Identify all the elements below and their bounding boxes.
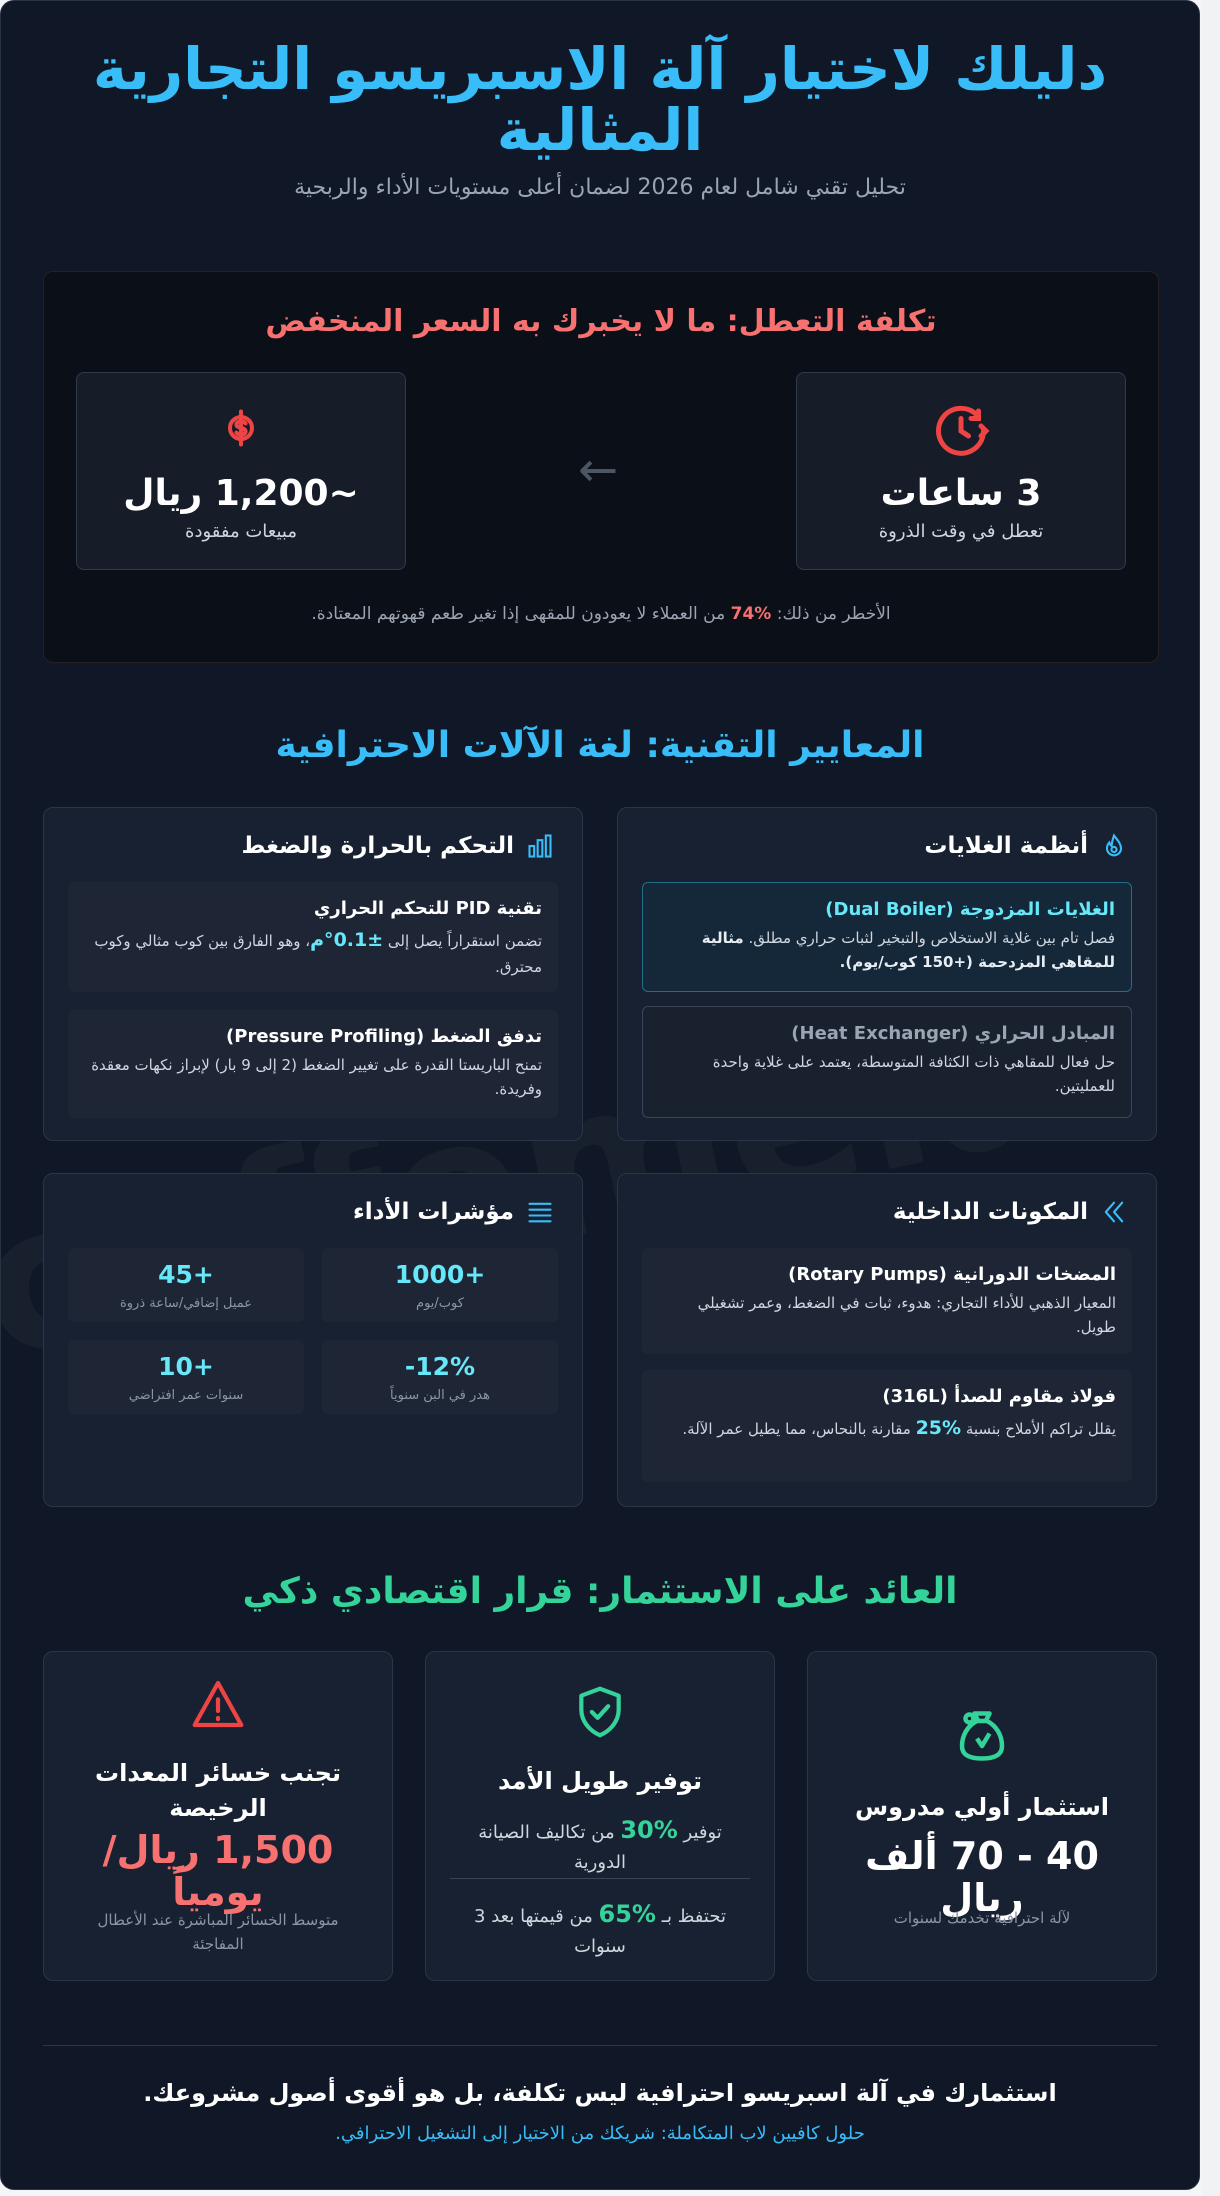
- pid-text-b: ، وهو الفارق بين كوب مثالي وكوب محترق.: [94, 932, 542, 977]
- steel-value: 25%: [915, 1417, 962, 1439]
- downtime-loss-card: [76, 372, 406, 570]
- steel-text-a: يقلل تراكم الأملاح بنسبة: [961, 1420, 1116, 1438]
- pressure-text: تمنح الباريستا القدرة على تغيير الضغط (2 إلى 9 بار) لإبراز نكهات معقدة وفريدة.: [91, 1056, 542, 1098]
- footer-main-text: استثمارك في آلة اسبريسو احترافية ليس تكلفة، بل هو أقوى أصول مشروعك.: [143, 2079, 1057, 2107]
- page-edge: [1202, 0, 1220, 2196]
- boilers-card-head: [924, 832, 1128, 860]
- metric-cups-value: 1000+: [394, 1260, 486, 1289]
- heat-exchanger-title: المبادل الحراري (Heat Exchanger): [791, 1023, 1115, 1044]
- roi-losses-value: 1,500 ريال/يومياً: [102, 1828, 334, 1914]
- roi-savings-line2-a: تحتفظ بـ: [655, 1906, 726, 1927]
- downtime-section: [43, 271, 1159, 663]
- metric-cups-label: كوب/يوم: [416, 1296, 464, 1311]
- heat-exchanger-text: حل فعال للمقاهي ذات الكثافة المتوسطة، يعتمد على غلاية واحدة للعمليتين.: [712, 1053, 1115, 1095]
- downtime-hours-card: [796, 372, 1126, 570]
- page-title: دليلك لاختيار آلة الاسبريسو التجارية المثالية: [92, 35, 1108, 164]
- list-lines-icon: [526, 1198, 554, 1226]
- dual-boiler-title: الغلايات المزدوجة (Dual Boiler): [825, 899, 1115, 920]
- downtime-note-suffix: من العملاء لا يعودون للمقهى إذا تغير طعم قهوتهم المعتادة.: [311, 604, 731, 624]
- downtime-hours-label: تعطل في وقت الذروة: [878, 521, 1044, 542]
- pid-text-a: تضمن استقراراً يصل إلى: [383, 932, 542, 950]
- components-card: [617, 1173, 1157, 1507]
- money-bag-icon: [808, 1704, 1156, 1768]
- downtime-loss-value: ~1,200 ريال: [123, 473, 359, 514]
- roi-invest-title: استثمار أولي مدروس: [854, 1793, 1110, 1821]
- roi-savings-title: توفير طويل الأمد: [497, 1767, 703, 1795]
- control-card-title: التحكم بالحرارة والضغط: [241, 833, 514, 859]
- dual-boiler-text: [659, 926, 1115, 974]
- roi-section-title: العائد على الاستثمار: قرار اقتصادي ذكي: [242, 1571, 958, 1612]
- metric-waste-label: هدر في البن سنوياً: [390, 1388, 490, 1403]
- downtime-title: تكلفة التعطل: ما لا يخبرك به السعر المنخفض: [265, 304, 937, 339]
- roi-savings-line1-b: من تكاليف الصيانة الدورية: [478, 1822, 626, 1874]
- components-card-title: المكونات الداخلية: [892, 1199, 1088, 1225]
- roi-invest-value: 40 - 70 ألف ريال: [865, 1834, 1099, 1920]
- roi-savings-line2-percent: 65%: [598, 1900, 656, 1928]
- tech-section-title: المعايير التقنية: لغة الآلات الاحترافية: [275, 725, 925, 766]
- roi-savings-divider: [450, 1878, 750, 1879]
- pressure-item: [68, 1010, 558, 1118]
- metrics-card: [43, 1173, 583, 1507]
- boilers-card-title: أنظمة الغلايات: [924, 833, 1088, 859]
- boilers-card: [617, 807, 1157, 1141]
- bar-chart-icon: [526, 832, 554, 860]
- rotary-pump-title: المضخات الدورانية (Rotary Pumps): [788, 1264, 1116, 1285]
- rotary-pump-item: [642, 1248, 1132, 1354]
- pid-text: [84, 925, 542, 979]
- dual-boiler-item: [642, 882, 1132, 992]
- metric-customers: [68, 1248, 304, 1322]
- warning-triangle-icon: [44, 1676, 392, 1740]
- page-subtitle: تحليل تقني شامل لعام 2026 لضمان أعلى مستويات الأداء والربحية: [294, 175, 906, 200]
- downtime-note-prefix: الأخطر من ذلك:: [771, 604, 891, 624]
- roi-losses-note: متوسط الخسائر المباشرة عند الأعطال المفاجئة: [97, 1911, 339, 1953]
- metrics-card-head: [353, 1198, 554, 1226]
- dual-boiler-highlight: مثالية للمقاهي المزدحمة (+150 كوب/يوم).: [701, 929, 1115, 971]
- downtime-note-highlight: 74%: [730, 604, 772, 624]
- dollar-coin-icon: [77, 401, 405, 455]
- roi-savings-line1-percent: 30%: [620, 1816, 678, 1844]
- roi-invest-card: [807, 1651, 1157, 1981]
- metric-customers-value: 45+: [158, 1260, 214, 1289]
- roi-savings-value-retention: [466, 1896, 734, 1961]
- shield-check-icon: [426, 1682, 774, 1746]
- steel-text-b: مقارنة بالنحاس، مما يطيل عمر الآلة.: [682, 1420, 916, 1438]
- boiler-drop-icon: [1100, 832, 1128, 860]
- roi-savings-line2-b: من قيمتها بعد 3 سنوات: [474, 1906, 626, 1958]
- metric-customers-label: عميل إضافي/ساعة ذروة: [119, 1296, 253, 1311]
- footer-sub-text: حلول كافيين لاب المتكاملة: شريكك من الاختيار إلى التشغيل الاحترافي.: [335, 2123, 865, 2144]
- control-card: [43, 807, 583, 1141]
- roi-losses-card: [43, 1651, 393, 1981]
- metric-waste-value: -12%: [404, 1352, 476, 1381]
- downtime-hours-value: 3 ساعات: [880, 473, 1042, 514]
- double-chevron-icon: [1100, 1198, 1128, 1226]
- rotary-pump-text: المعيار الذهبي للأداء التجاري: هدوء، ثبات في الضغط، وعمر تشغيلي طويل.: [697, 1294, 1116, 1336]
- metric-lifespan: [68, 1340, 304, 1414]
- footer-divider: [43, 2045, 1157, 2046]
- pid-value: ±0.1°م: [310, 929, 384, 951]
- control-card-head: [242, 832, 555, 860]
- steel-text: [658, 1413, 1116, 1443]
- pid-item: [68, 882, 558, 992]
- metric-cups: [322, 1248, 558, 1322]
- arrow-icon: ←: [578, 442, 619, 498]
- clock-icon: [797, 401, 1125, 455]
- downtime-loss-label: مبيعات مفقودة: [185, 521, 297, 542]
- roi-savings-line1-a: توفير: [677, 1822, 722, 1843]
- pid-title: تقنية PID للتحكم الحراري: [313, 898, 542, 919]
- downtime-note: [44, 604, 1158, 624]
- dual-boiler-desc: فصل تام بين غلاية الاستخلاص والتبخير لثبات حراري مطلق.: [748, 929, 1115, 947]
- steel-item: [642, 1370, 1132, 1482]
- heat-exchanger-item: [642, 1006, 1132, 1118]
- components-card-head: [893, 1198, 1128, 1226]
- roi-losses-title: تجنب خسائر المعدات الرخيصة: [95, 1759, 341, 1822]
- metric-waste: [322, 1340, 558, 1414]
- metric-lifespan-value: 10+: [158, 1352, 214, 1381]
- metrics-card-title: مؤشرات الأداء: [352, 1199, 514, 1225]
- roi-savings-maintenance: [466, 1812, 734, 1877]
- pressure-title: تدفق الضغط (Pressure Profiling): [226, 1026, 542, 1047]
- roi-invest-note: لآلة احترافية تخدمك لسنوات: [893, 1909, 1071, 1927]
- roi-savings-card: [425, 1651, 775, 1981]
- metric-lifespan-label: سنوات عمر افتراضي: [128, 1388, 244, 1403]
- steel-title: فولاذ مقاوم للصدأ (316L): [882, 1386, 1116, 1407]
